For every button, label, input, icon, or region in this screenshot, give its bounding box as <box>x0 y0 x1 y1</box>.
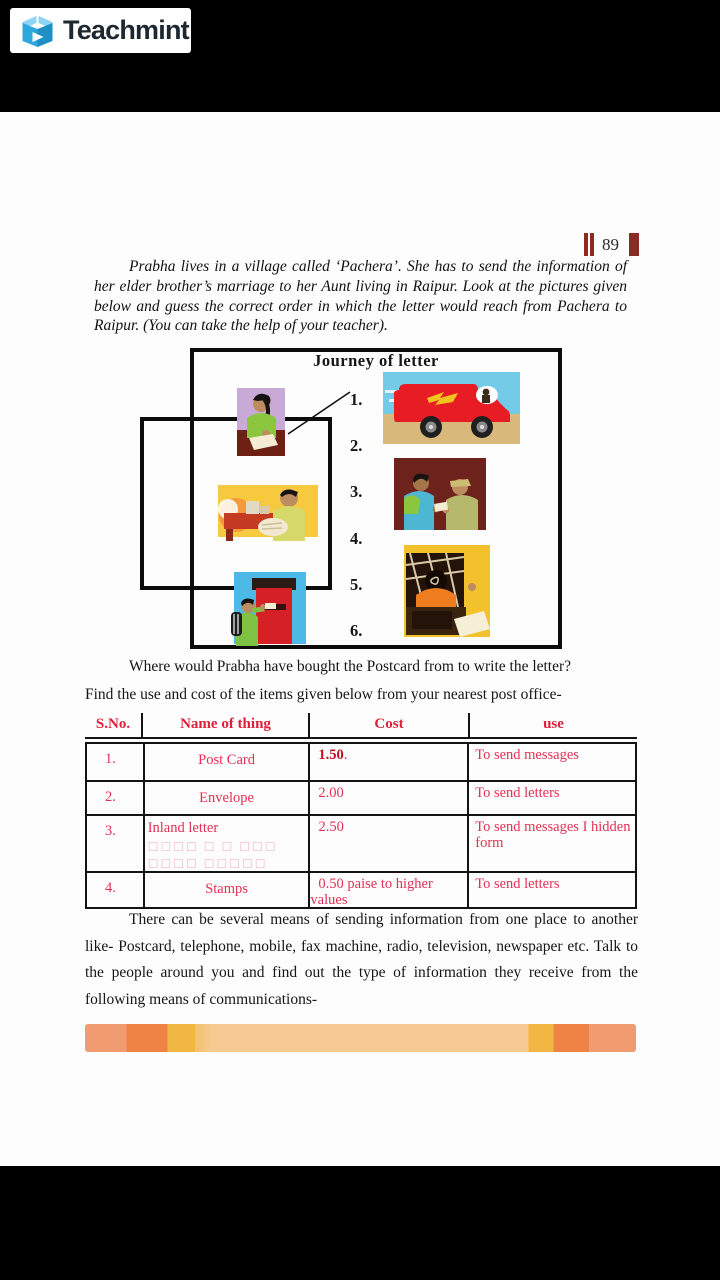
post-items-table <box>85 713 637 909</box>
page-number: 89 <box>602 234 619 254</box>
header-use: use <box>543 716 564 732</box>
step-label-4: 4. <box>350 529 363 548</box>
faded-handwriting-boxes: ☐☐☐☐ ☐☐☐☐☐ <box>147 857 268 871</box>
faded-handwriting-boxes: ☐☐☐☐ ☐ ☐ ☐☐☐ <box>147 840 278 854</box>
marker-block-icon <box>626 233 639 256</box>
pointer-line <box>282 388 356 438</box>
marker-bar-icon <box>590 233 594 256</box>
page-number-marker <box>584 233 639 256</box>
teachmint-logo <box>10 8 191 53</box>
decorative-orange-bar <box>85 1024 636 1052</box>
table-row: 2. Envelope 2.00 To send letters <box>87 782 635 816</box>
marker-bar-icon <box>584 233 588 256</box>
table-body <box>85 742 637 909</box>
closing-paragraph: There can be several means of sending information from one place to another like- Postcard, telephone, mobile, fax machine, radio, television, newspaper etc. Talk to the people around you and find out the type of information they receive from the following means of communications- <box>85 911 638 1008</box>
header-cost: Cost <box>310 713 470 737</box>
teachmint-logo-icon <box>19 13 56 49</box>
step-label-1: 1. <box>350 390 363 409</box>
textbook-page <box>0 112 720 1166</box>
header-name: Name of thing <box>143 713 310 737</box>
step-label-5: 5. <box>350 575 363 594</box>
table-row: 3. Inland letter ☐☐☐☐ ☐ ☐ ☐☐☐ ☐☐☐☐ ☐☐☐☐☐ 2.50 To send messages I hidden form <box>87 816 635 873</box>
post-office-counter-image <box>398 545 490 643</box>
step-label-2: 2. <box>350 436 363 455</box>
step-label-3: 3. <box>350 482 363 501</box>
table-header-row <box>85 713 637 739</box>
step-label-6: 6. <box>350 621 363 640</box>
postman-delivering-letter-image <box>390 458 490 530</box>
red-mail-van-image <box>383 372 520 444</box>
journey-title: Journey of letter <box>313 351 439 370</box>
intro-paragraph: Prabha lives in a village called ‘Pachera’. She has to send the information of her elder brother’s marriage to her Aunt living in Raipur. Look at the pictures given below and guess the correct order in which the letter would reach from Pachera to Raipur. (You can take the help of your teacher). <box>94 258 627 335</box>
table-row: 1. Post Card 1.50. To send messages <box>87 744 635 782</box>
instruction-line: Find the use and cost of the items given below from your nearest post office- <box>85 686 562 703</box>
mail-sorting-clerk-image <box>210 483 325 545</box>
woman-posting-letter-image <box>228 572 306 646</box>
header-sno: S.No. <box>85 713 143 737</box>
question-line: Where would Prabha have bought the Postcard from to write the letter? <box>129 658 572 675</box>
table-row: 4. Stamps 0.50 paise to higher values To send letters <box>87 873 635 907</box>
brand-name: Teachmint <box>63 15 189 45</box>
